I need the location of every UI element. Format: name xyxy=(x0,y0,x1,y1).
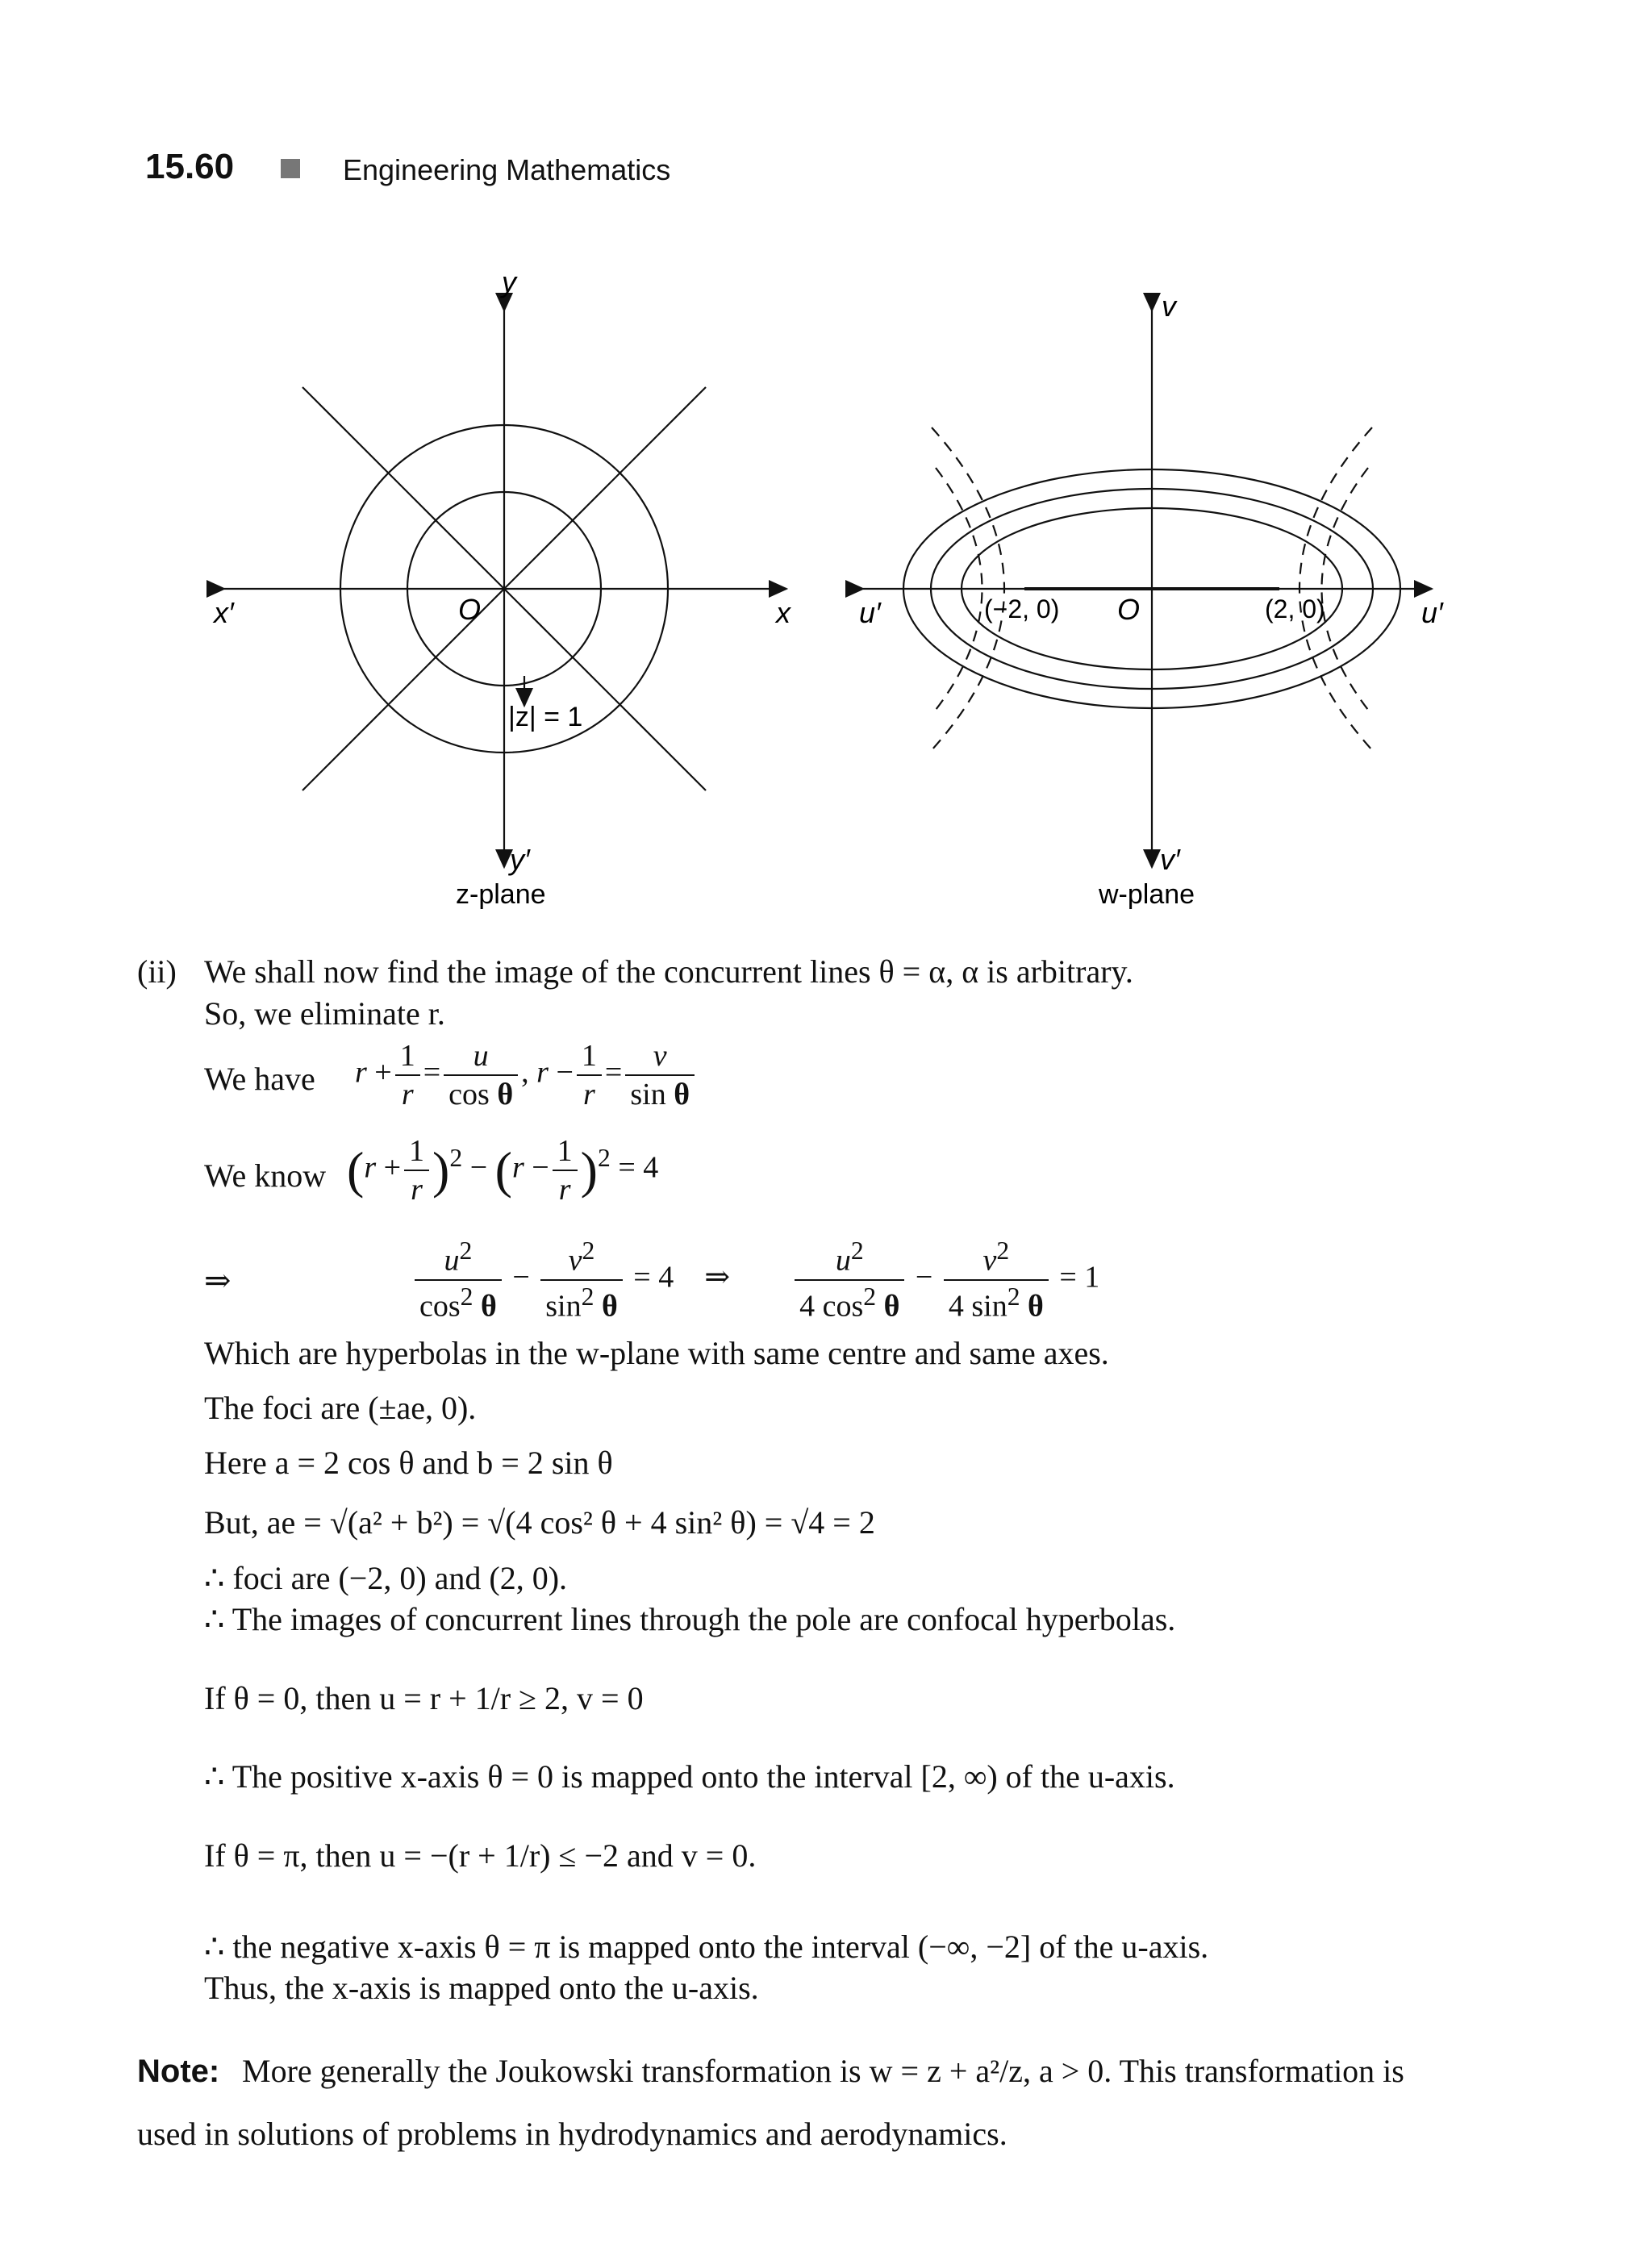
focus-left-label: (−2, 0) xyxy=(984,594,1060,623)
book-title: Engineering Mathematics xyxy=(343,153,671,186)
page-number: 15.60 xyxy=(145,147,235,186)
w-label-v-neg: v′ xyxy=(1160,843,1180,876)
we-have-label: We have xyxy=(204,1061,315,1097)
implies-arrow: ⇒ xyxy=(204,1262,232,1299)
w-origin: O xyxy=(1117,593,1141,626)
note-line-1: More generally the Joukowski transformation is w = z + a²/z, a > 0. This transformation is xyxy=(242,2053,1404,2089)
here-line: Here a = 2 cos θ and b = 2 sin θ xyxy=(204,1445,613,1481)
z-plane-diagram xyxy=(224,311,786,867)
w-plane-diagram xyxy=(863,311,1432,867)
we-know-equation: (r + $\frac{1}{r}$ )$^2$ − (r − $\frac{1}{r}$ )$^2$ = 4 xyxy=(347,1134,659,1207)
hyperbola-equation: $\frac{u^2}{\cos^2 \theta}$ − $\frac{v^2}{\sin^2 \theta}$ = 4 ⇒ $\frac{u^2}{4 \cos^2 \theta}$ − $\frac{v^2}{4 \sin^2 \theta}$ = 1 xyxy=(411,1238,1099,1321)
focus-right-label: (2, 0) xyxy=(1265,594,1325,623)
negative-axis-line: ∴ the negative x-axis θ = π is mapped onto the interval (−∞, −2] of the u-axis. xyxy=(204,1929,1209,1965)
part-ii-line-2: So, we eliminate r. xyxy=(204,995,445,1032)
we-have-equation: r + $\frac{1}{r}$ = $\frac{u}{\text{cos θ}}$ , r − $\frac{1}{r}$ = $\frac{v}{\text{sin θ}}$ xyxy=(355,1040,698,1110)
positive-axis-line: ∴ The positive x-axis θ = 0 is mapped onto the interval [2, ∞) of the u-axis. xyxy=(204,1758,1175,1795)
z-origin: O xyxy=(458,593,482,626)
w-label-u: u′ xyxy=(1421,596,1443,629)
w-label-v: v xyxy=(1162,290,1176,323)
z-label-x-neg: x′ xyxy=(214,596,234,629)
z-label-y: y xyxy=(502,265,516,298)
circle-label: |z| = 1 xyxy=(508,702,583,732)
z-label-y-neg: y′ xyxy=(510,843,530,876)
part-ii-line-1: We shall now find the image of the concurrent lines θ = α, α is arbitrary. xyxy=(204,953,1133,990)
w-plane-caption: w-plane xyxy=(1099,879,1195,910)
w-label-u-neg: u′ xyxy=(859,596,881,629)
but-line: But, ae = √(a² + b²) = √(4 cos² θ + 4 sin² θ) = √4 = 2 xyxy=(204,1504,875,1541)
images-line: ∴ The images of concurrent lines through the pole are confocal hyperbolas. xyxy=(204,1601,1176,1637)
part-ii-marker: (ii) xyxy=(137,953,177,990)
z-label-x: x xyxy=(776,596,791,629)
foci-line: The foci are (±ae, 0). xyxy=(204,1390,477,1426)
note-label: Note: xyxy=(137,2054,220,2089)
we-know-label: We know xyxy=(204,1157,327,1194)
mapping-figure xyxy=(0,258,1652,919)
hyperbola-line: Which are hyperbolas in the w-plane with same centre and same axes. xyxy=(204,1335,1109,1371)
foci-are-line: ∴ foci are (−2, 0) and (2, 0). xyxy=(204,1560,568,1596)
thus-line: Thus, the x-axis is mapped onto the u-axis. xyxy=(204,1970,759,2006)
if-zero-line: If θ = 0, then u = r + 1/r ≥ 2, v = 0 xyxy=(204,1680,644,1716)
header-square-icon xyxy=(281,159,300,178)
note-line-2: used in solutions of problems in hydrodynamics and aerodynamics. xyxy=(137,2116,1007,2152)
if-pi-line: If θ = π, then u = −(r + 1/r) ≤ −2 and v = 0. xyxy=(204,1837,757,1874)
z-plane-caption: z-plane xyxy=(456,879,546,910)
